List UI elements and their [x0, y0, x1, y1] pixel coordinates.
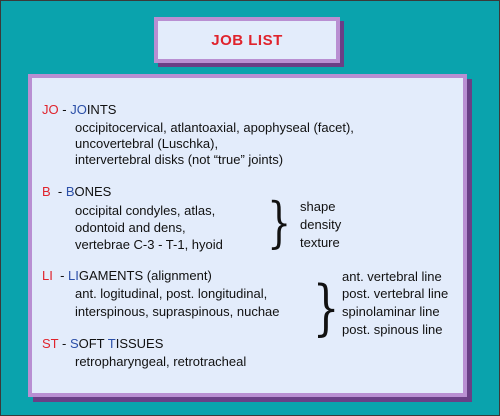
ligaments-criterion-3: spinolaminar line — [342, 304, 440, 319]
soft-tissues-sep: - — [58, 336, 70, 351]
bones-line-2: odontoid and dens, — [75, 220, 186, 235]
joints-abbr: JO — [42, 102, 59, 117]
joints-line-1: occipitocervical, atlantoaxial, apophyseal (facet), — [75, 120, 354, 135]
bones-heading-rest: ONES — [74, 184, 112, 199]
bones-line-1: occipital condyles, atlas, — [75, 203, 216, 218]
joints-heading-initial: JO — [70, 102, 87, 117]
joints-heading — [42, 102, 116, 118]
joints-heading-rest: INTS — [86, 102, 117, 117]
soft-tissues-rest-1: OFT — [78, 336, 108, 351]
bones-criterion-density: density — [300, 217, 342, 232]
job-list-panel — [28, 74, 467, 397]
soft-tissues-heading — [42, 336, 163, 352]
bones-heading — [42, 184, 111, 200]
bones-heading-initial: B — [65, 184, 75, 199]
ligaments-heading-initial: LI — [68, 268, 79, 283]
bones-sep: - — [50, 184, 66, 199]
soft-tissues-line-1: retropharyngeal, retrotracheal — [75, 354, 247, 369]
ligaments-line-2: interspinous, supraspinous, nuchae — [75, 304, 280, 319]
joints-line-3: intervertebral disks (not “true” joints) — [75, 152, 284, 167]
ligaments-line-1: ant. logitudinal, post. longitudinal, — [75, 286, 268, 301]
bones-brace: } — [267, 191, 292, 254]
bones-criterion-texture: texture — [300, 235, 340, 250]
ligaments-criterion-2: post. vertebral line — [342, 286, 449, 301]
ligaments-criterion-1: ant. vertebral line — [342, 269, 442, 284]
title-box — [154, 17, 340, 63]
page-title: JOB LIST — [211, 31, 283, 49]
bones-line-3: vertebrae C-3 - T-1, hyoid — [75, 237, 223, 252]
bones-criterion-shape: shape — [300, 199, 336, 214]
ligaments-heading — [42, 268, 212, 284]
bones-abbr: B — [42, 184, 51, 199]
soft-tissues-abbr: ST — [42, 336, 59, 351]
soft-tissues-initial-t: T — [107, 336, 116, 351]
joints-line-2: uncovertebral (Luschka), — [75, 136, 219, 151]
ligaments-abbr: LI — [42, 268, 53, 283]
ligaments-heading-rest: GAMENTS (alignment) — [78, 268, 212, 283]
ligaments-criterion-4: post. spinous line — [342, 322, 443, 337]
joints-sep: - — [58, 102, 71, 117]
ligaments-brace: } — [312, 273, 340, 343]
ligaments-sep: - — [52, 268, 69, 283]
soft-tissues-rest-2: ISSUES — [115, 336, 164, 351]
soft-tissues-initial-s: S — [69, 336, 79, 351]
